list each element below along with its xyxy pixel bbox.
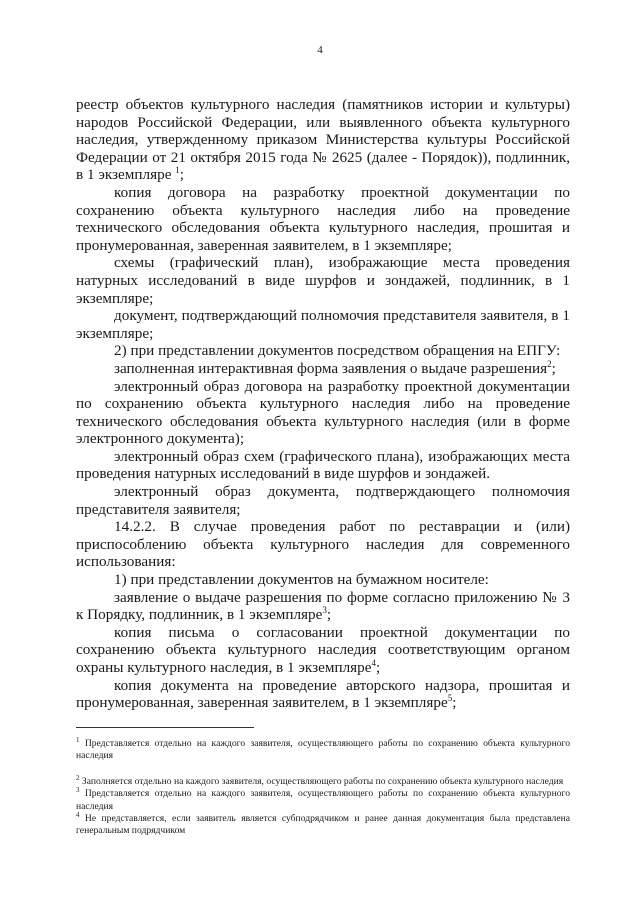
footnote-ref-5: 5 bbox=[447, 693, 453, 704]
paragraph-5: 2) при представлении документов посредством обращения на ЕПГУ: bbox=[114, 342, 561, 360]
paragraph-12: заявление о выдаче разрешения по форме согласно приложению № 3 к Порядку, подлинник, в 1 экземпляре$^3$; bbox=[76, 588, 570, 624]
footnote-ref-4: 4 bbox=[371, 657, 376, 668]
footnotes bbox=[76, 735, 570, 838]
footnote-ref-1: 1 bbox=[175, 165, 180, 176]
paragraph-6: заполненная интерактивная форма заявления о выдаче разрешения$^2$; bbox=[114, 358, 556, 377]
footnote-3: $^3$ Представляется отдельно на каждого заявителя, осуществляющего работы по сохранению объекта культурного наследия bbox=[76, 786, 570, 812]
document-body bbox=[76, 96, 570, 712]
paragraph-4: документ, подтверждающий полномочия представителя заявителя, в 1 экземпляре; bbox=[76, 307, 570, 342]
paragraph-14: копия документа на проведение авторского надзора, прошитая и пронумерованная, заверенная заявителем, в 1 экземпляре$^5$; bbox=[76, 676, 570, 712]
paragraph-9: электронный образ документа, подтверждающего полномочия представителя заявителя; bbox=[76, 483, 570, 518]
footnote-1: $^1$ Представляется отдельно на каждого заявителя, осуществляющего работы по сохранению объекта культурного наследия bbox=[76, 735, 570, 762]
paragraph-13: копия письма о согласовании проектной документации по сохранению объекта культурного наследия соответствующим органом охраны культурного наследия, в 1 экземпляре$^4$; bbox=[76, 623, 570, 676]
page-number: 4 bbox=[317, 44, 323, 56]
footnote-2: $^2$ Заполняется отдельно на каждого заявителя, осуществляющего работы по сохранению объекта культурного наследия bbox=[76, 773, 564, 787]
paragraph-8: электронный образ схем (графического плана), изображающих места проведения натурных исследований в виде шурфов и зондажей. bbox=[76, 447, 570, 483]
paragraph-7: электронный образ договора на разработку проектной документации по сохранению объекта культурного наследия либо на проведение технического обследования объекта культурного наследия (или в форме электронного документа); bbox=[76, 377, 570, 448]
paragraph-10: 14.2.2. В случае проведения работ по реставрации и (или) приспособлению объекта культурного наследия для современного использования: bbox=[76, 518, 570, 571]
paragraph-2: копия договора на разработку проектной документации по сохранению объекта культурного наследия либо на проведение технического обследования объекта культурного наследия, прошитая и пронумерованная, заверенная заявителем, в 1 экземпляре; bbox=[76, 183, 570, 254]
footnote-4: $^4$ Не представляется, если заявитель является субподрядчиком и ранее данная документация была представлена генеральным подрядчиком bbox=[76, 810, 570, 837]
paragraph-3: схемы (графический план), изображающие места проведения натурных исследований в виде шурфов и зондажей, подлинник, в 1 экземпляре; bbox=[76, 254, 570, 307]
footnote-ref-2: 2 bbox=[547, 358, 552, 369]
paragraph-11: 1) при представлении документов на бумажном носителе: bbox=[114, 571, 489, 589]
paragraph-1: реестр объектов культурного наследия (памятников истории и культуры) народов Российской Федерации, или выявленного объекта культурного наследия, утвержденному приказом Министерства культуры Российской Федерации от 21 октября 2015 года № 2625 (далее - Порядок)), подлинник, в 1 экземпляре $^1$; bbox=[76, 96, 570, 184]
footnote-separator bbox=[76, 727, 254, 728]
footnote-ref-3: 3 bbox=[322, 605, 327, 616]
